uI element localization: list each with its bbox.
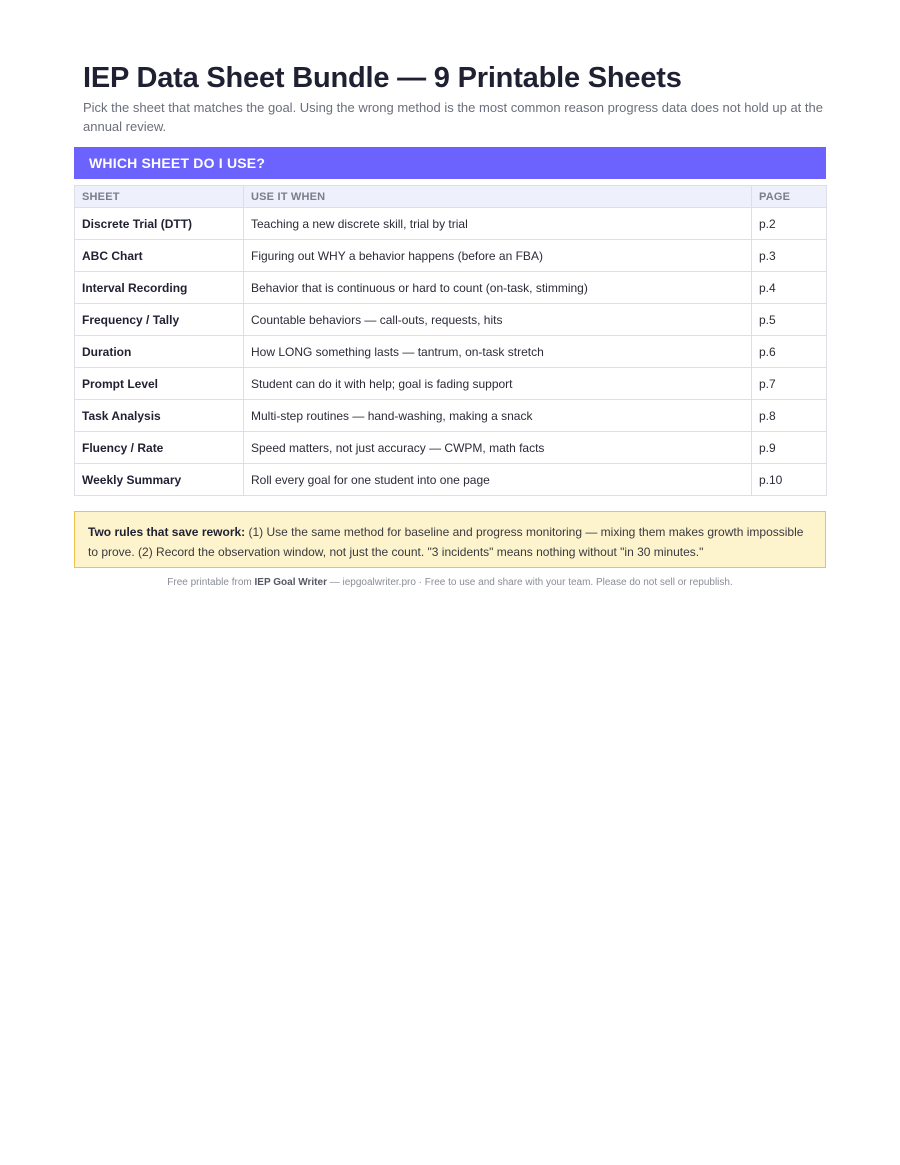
use-it-when-cell: Multi-step routines — hand-washing, making a snack bbox=[244, 400, 752, 432]
table-row bbox=[75, 304, 827, 336]
column-header-sheet: SHEET bbox=[75, 186, 244, 208]
footer-note bbox=[0, 577, 900, 588]
column-header-page: PAGE bbox=[752, 186, 827, 208]
table-row bbox=[75, 336, 827, 368]
footer-prefix: Free printable from bbox=[167, 577, 255, 588]
page-cell: p.4 bbox=[752, 272, 827, 304]
page-cell: p.5 bbox=[752, 304, 827, 336]
table-row bbox=[75, 208, 827, 240]
table-row bbox=[75, 272, 827, 304]
table-row bbox=[75, 400, 827, 432]
page-cell: p.3 bbox=[752, 240, 827, 272]
page-title: IEP Data Sheet Bundle — 9 Printable Sheets bbox=[83, 62, 682, 94]
tip-text: (1) Use the same method for baseline and progress monitoring — mixing them makes growth impossible to prove. (2) Record the observation window, not just the count. "3 incidents" means nothing without "in 30 minutes." bbox=[88, 525, 804, 559]
use-it-when-cell: Figuring out WHY a behavior happens (before an FBA) bbox=[244, 240, 752, 272]
column-header-use-it-when: USE IT WHEN bbox=[244, 186, 752, 208]
sheet-name-cell: Weekly Summary bbox=[75, 464, 244, 496]
page-cell: p.6 bbox=[752, 336, 827, 368]
use-it-when-cell: Roll every goal for one student into one page bbox=[244, 464, 752, 496]
sheet-name-cell: Interval Recording bbox=[75, 272, 244, 304]
sheet-name-cell: ABC Chart bbox=[75, 240, 244, 272]
use-it-when-cell: Behavior that is continuous or hard to count (on-task, stimming) bbox=[244, 272, 752, 304]
footer-suffix: — iepgoalwriter.pro · Free to use and share with your team. Please do not sell or republish. bbox=[326, 577, 733, 588]
section-heading: WHICH SHEET DO I USE? bbox=[89, 155, 266, 171]
sheet-name-cell: Prompt Level bbox=[75, 368, 244, 400]
use-it-when-cell: Student can do it with help; goal is fading support bbox=[244, 368, 752, 400]
table-row bbox=[75, 240, 827, 272]
page-cell: p.9 bbox=[752, 432, 827, 464]
tip-callout bbox=[74, 511, 826, 568]
use-it-when-cell: Teaching a new discrete skill, trial by trial bbox=[244, 208, 752, 240]
use-it-when-cell: Speed matters, not just accuracy — CWPM, math facts bbox=[244, 432, 752, 464]
page-cell: p.10 bbox=[752, 464, 827, 496]
sheet-name-cell: Frequency / Tally bbox=[75, 304, 244, 336]
page-cell: p.7 bbox=[752, 368, 827, 400]
table-row bbox=[75, 368, 827, 400]
page-cell: p.2 bbox=[752, 208, 827, 240]
sheet-name-cell: Duration bbox=[75, 336, 244, 368]
sheet-name-cell: Discrete Trial (DTT) bbox=[75, 208, 244, 240]
table-row bbox=[75, 464, 827, 496]
sheet-name-cell: Task Analysis bbox=[75, 400, 244, 432]
section-header bbox=[74, 147, 826, 179]
table-row bbox=[75, 432, 827, 464]
sheet-selection-table bbox=[74, 185, 827, 496]
tip-label: Two rules that save rework: bbox=[88, 525, 246, 539]
use-it-when-cell: How LONG something lasts — tantrum, on-task stretch bbox=[244, 336, 752, 368]
page-cell: p.8 bbox=[752, 400, 827, 432]
use-it-when-cell: Countable behaviors — call-outs, requests, hits bbox=[244, 304, 752, 336]
footer-brand: IEP Goal Writer bbox=[254, 577, 327, 588]
table-header-row bbox=[75, 186, 827, 208]
sheet-name-cell: Fluency / Rate bbox=[75, 432, 244, 464]
page-subtitle: Pick the sheet that matches the goal. Using the wrong method is the most common reason progress data does not hold up at the annual review. bbox=[83, 100, 823, 134]
